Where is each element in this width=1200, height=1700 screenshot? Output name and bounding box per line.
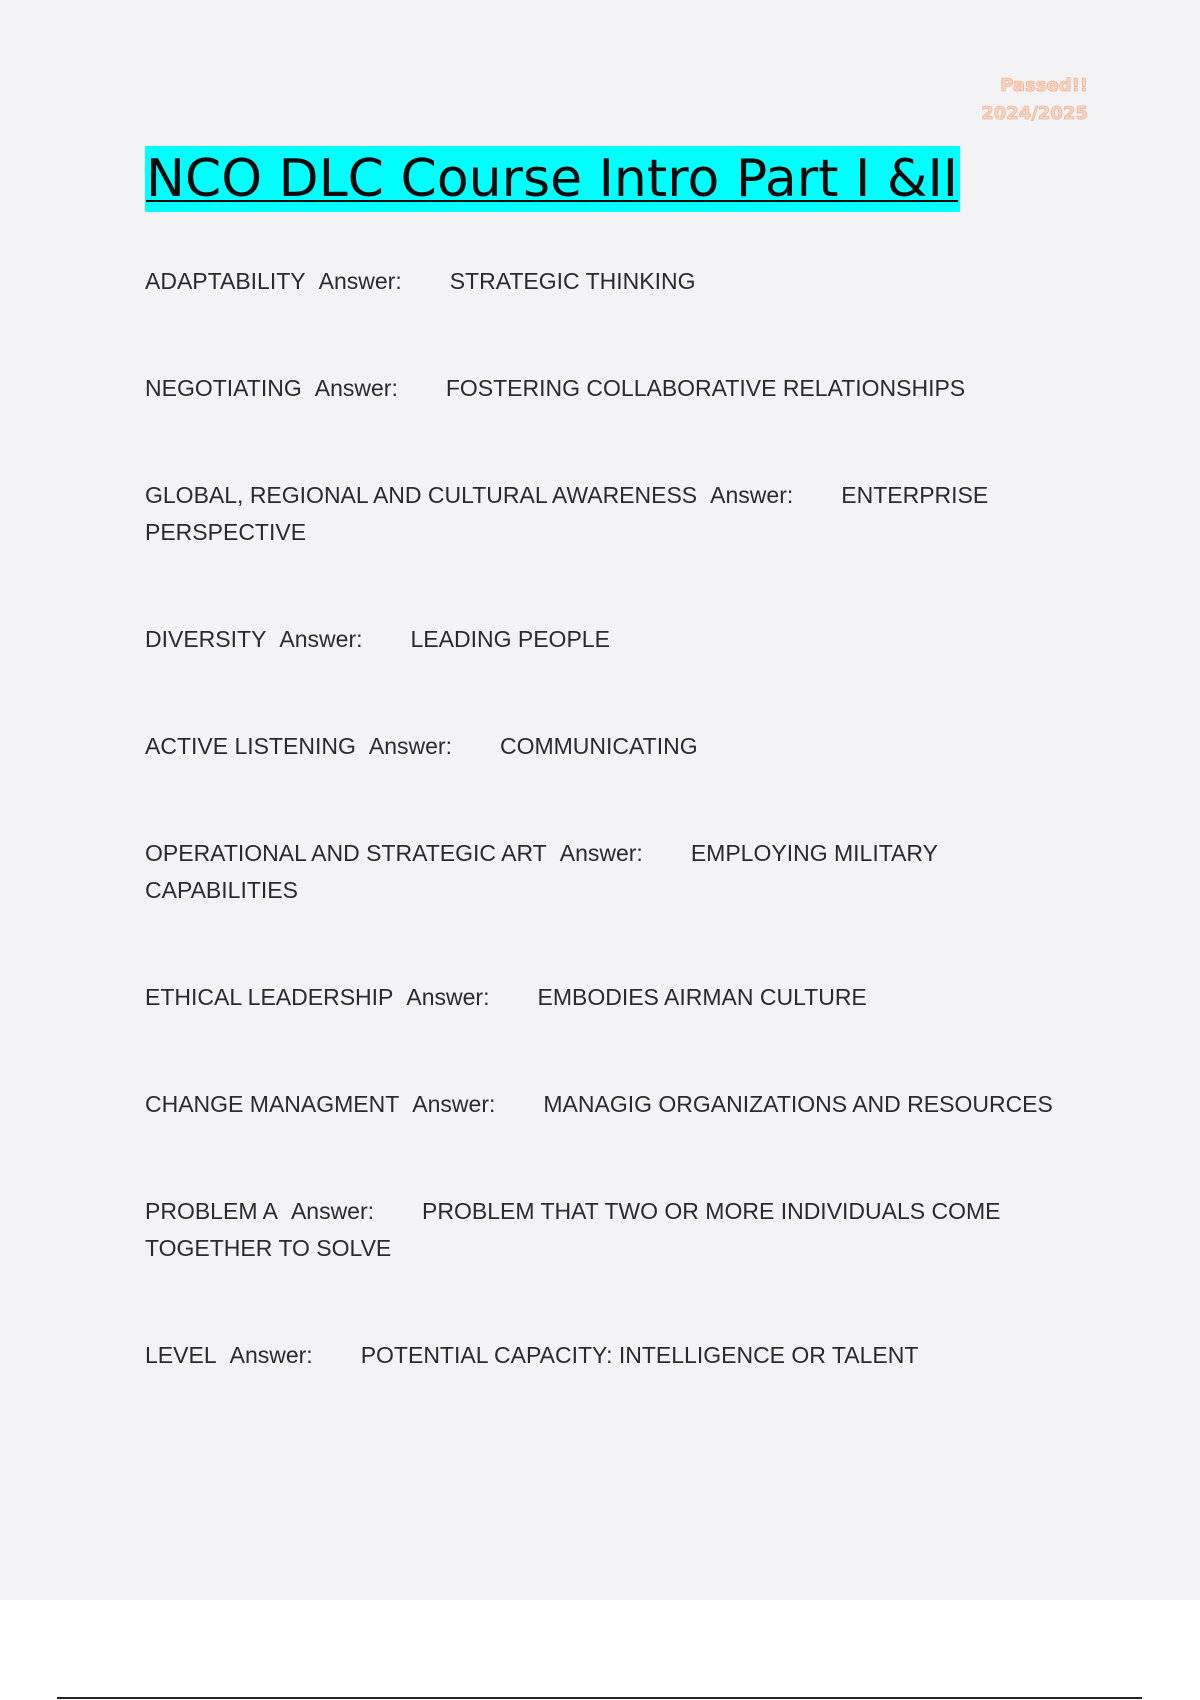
document-title: NCO DLC Course Intro Part I &II <box>145 146 960 212</box>
qa-answer: EMPLOYING MILITARY CAPABILITIES <box>145 840 938 903</box>
qa-term: DIVERSITY <box>145 626 267 652</box>
answer-label: Answer: <box>314 375 398 401</box>
qa-answer: STRATEGIC THINKING <box>449 268 696 294</box>
qa-item <box>145 1337 1065 1374</box>
qa-item <box>145 370 1065 407</box>
footer-divider <box>57 1697 1142 1699</box>
qa-term: PROBLEM A <box>145 1198 278 1224</box>
stamp-line-2: 2024/2025 <box>981 103 1088 124</box>
qa-answer: COMMUNICATING <box>499 733 698 759</box>
qa-item <box>145 979 1065 1016</box>
stamp-line-1: Passed!! <box>1000 75 1088 96</box>
title-block <box>145 146 960 212</box>
qa-answer: POTENTIAL CAPACITY: INTELLIGENCE OR TALENT <box>360 1342 919 1368</box>
qa-item <box>145 1193 1065 1267</box>
qa-answer: EMBODIES AIRMAN CULTURE <box>537 984 867 1010</box>
answer-label: Answer: <box>279 626 363 652</box>
answer-label: Answer: <box>229 1342 313 1368</box>
qa-item <box>145 835 1065 909</box>
answer-label: Answer: <box>710 482 794 508</box>
qa-term: NEGOTIATING <box>145 375 302 401</box>
answer-label: Answer: <box>559 840 643 866</box>
qa-term: CHANGE MANAGMENT <box>145 1091 400 1117</box>
qa-item <box>145 621 1065 658</box>
qa-item <box>145 263 1065 300</box>
qa-term: OPERATIONAL AND STRATEGIC ART <box>145 840 547 866</box>
qa-answer: FOSTERING COLLABORATIVE RELATIONSHIPS <box>445 375 966 401</box>
qa-item <box>145 477 1065 551</box>
qa-term: LEVEL <box>145 1342 217 1368</box>
passed-stamp <box>981 72 1088 128</box>
answer-label: Answer: <box>318 268 402 294</box>
qa-answer: LEADING PEOPLE <box>410 626 610 652</box>
qa-answer: PROBLEM THAT TWO OR MORE INDIVIDUALS COME TOGETHER TO SOLVE <box>145 1198 1001 1261</box>
qa-answer: ENTERPRISE PERSPECTIVE <box>145 482 989 545</box>
qa-term: ADAPTABILITY <box>145 268 306 294</box>
qa-term: GLOBAL, REGIONAL AND CULTURAL AWARENESS <box>145 482 698 508</box>
qa-item <box>145 728 1065 765</box>
qa-term: ACTIVE LISTENING <box>145 733 356 759</box>
qa-term: ETHICAL LEADERSHIP <box>145 984 394 1010</box>
answer-label: Answer: <box>406 984 490 1010</box>
answer-label: Answer: <box>368 733 452 759</box>
qa-item <box>145 1086 1065 1123</box>
qa-answer: MANAGIG ORGANIZATIONS AND RESOURCES <box>543 1091 1053 1117</box>
answer-label: Answer: <box>290 1198 375 1224</box>
answer-label: Answer: <box>412 1091 496 1117</box>
qa-list <box>145 263 1065 1444</box>
